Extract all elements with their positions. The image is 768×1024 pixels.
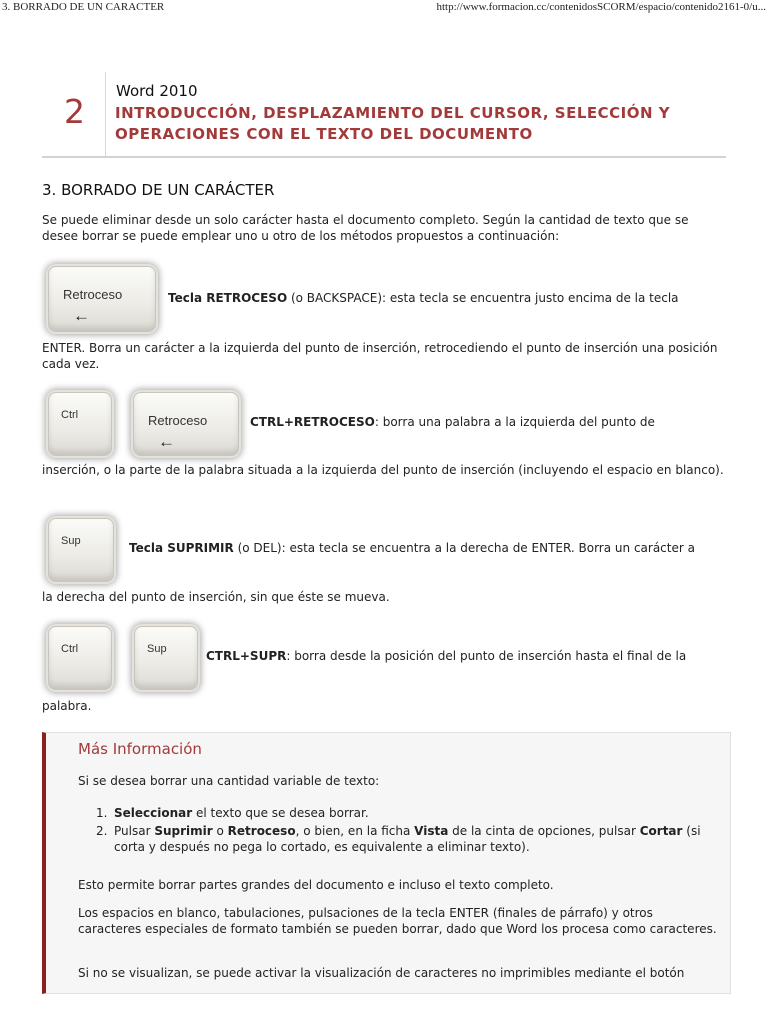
left-arrow-icon-2: ← bbox=[158, 432, 175, 451]
item-1-bold: Tecla RETROCESO bbox=[168, 291, 288, 305]
more-info-paragraph-3: Si no se visualizan, se puede activar la visualización de caracteres no imprimibles mediante el botón bbox=[78, 966, 685, 980]
item-2-bold: CTRL+RETROCESO bbox=[250, 415, 375, 429]
list-text: , o bien, en la ficha bbox=[295, 824, 415, 838]
item-1-first-line bbox=[168, 290, 728, 306]
ctrl-key-image-2 bbox=[48, 626, 112, 690]
sup-key-image bbox=[48, 518, 114, 582]
item-2-line1: : borra una palabra a la izquierda del punto de bbox=[374, 415, 655, 429]
list-number: 1. bbox=[96, 806, 108, 820]
more-info-paragraph-1: Esto permite borrar partes grandes del documento e incluso el texto completo. bbox=[78, 878, 554, 892]
item-4-bold: CTRL+SUPR bbox=[206, 649, 287, 663]
print-header-url: http://www.formacion.cc/contenidosSCORM/espacio/contenido2161-0/u... bbox=[436, 1, 766, 13]
item-2-first-line bbox=[250, 414, 728, 430]
more-info-list bbox=[96, 805, 716, 857]
list-number: 2. bbox=[96, 824, 108, 838]
item-3-continuation: la derecha del punto de inserción, sin que éste se mueva. bbox=[42, 590, 390, 604]
more-info-list-item bbox=[96, 805, 716, 821]
ctrl-key-label-2: Ctrl bbox=[61, 643, 79, 655]
list-bold: Suprimir bbox=[154, 824, 213, 838]
ctrl-key-label: Ctrl bbox=[61, 409, 79, 421]
print-header bbox=[0, 0, 768, 18]
list-text: el texto que se desea borrar. bbox=[192, 806, 369, 820]
chapter-title-line1: INTRODUCCIÓN, DESPLAZAMIENTO DEL CURSOR, SELECCIÓN Y bbox=[115, 104, 671, 122]
section-title: 3. BORRADO DE UN CARÁCTER bbox=[42, 181, 275, 199]
retroceso-key-label: Retroceso bbox=[63, 287, 123, 302]
sup-key-image-2 bbox=[134, 626, 198, 690]
retroceso-key-image-2 bbox=[133, 392, 239, 456]
left-arrow-icon: ← bbox=[73, 306, 90, 325]
list-bold: Cortar bbox=[639, 824, 683, 838]
chapter-title bbox=[115, 103, 725, 145]
list-text: Pulsar bbox=[114, 824, 155, 838]
intro-paragraph: Se puede eliminar desde un solo carácter hasta el documento completo. Según la cantidad de texto que se desee borrar se puede emplear uno u otro de los métodos propuestos a continuación: bbox=[42, 213, 689, 243]
list-bold: Vista bbox=[414, 824, 449, 838]
list-text: de la cinta de opciones, pulsar bbox=[448, 824, 640, 838]
item-3-first-line bbox=[129, 540, 729, 556]
header-separator bbox=[42, 156, 726, 158]
chapter-number: 2 bbox=[64, 92, 85, 131]
item-1-line1: (o BACKSPACE): esta tecla se encuentra justo encima de la tecla bbox=[287, 291, 679, 305]
sup-key-label: Sup bbox=[61, 535, 81, 547]
more-info-title: Más Información bbox=[78, 740, 202, 758]
more-info-list-item bbox=[96, 823, 716, 855]
list-text: (si corta y después no pega lo cortado, es equivalente a eliminar texto). bbox=[114, 824, 701, 854]
item-4-continuation: palabra. bbox=[42, 699, 92, 713]
chapter-divider bbox=[105, 72, 106, 156]
list-bold: Retroceso bbox=[227, 824, 296, 838]
more-info-lead: Si se desea borrar una cantidad variable de texto: bbox=[78, 774, 380, 788]
chapter-product: Word 2010 bbox=[116, 82, 198, 100]
item-1-continuation: ENTER. Borra un carácter a la izquierda del punto de inserción, retrocediendo el punto de inserción una posición cada vez. bbox=[42, 341, 718, 371]
ctrl-key-image bbox=[48, 392, 112, 456]
list-text: o bbox=[212, 824, 228, 838]
item-3-bold: Tecla SUPRIMIR bbox=[129, 541, 234, 555]
retroceso-key-label-2: Retroceso bbox=[148, 413, 208, 428]
sup-key-label-2: Sup bbox=[147, 643, 167, 655]
list-bold: Seleccionar bbox=[114, 806, 193, 820]
more-info-paragraph-2: Los espacios en blanco, tabulaciones, pulsaciones de la tecla ENTER (finales de párrafo) y otros caracteres especiales de formato también se pueden borrar, dado que Word los procesa como caracteres. bbox=[78, 906, 717, 936]
item-3-line1: (o DEL): esta tecla se encuentra a la derecha de ENTER. Borra un carácter a bbox=[233, 541, 695, 555]
item-4-first-line bbox=[206, 648, 728, 664]
print-header-title: 3. BORRADO DE UN CARACTER bbox=[2, 1, 165, 13]
item-4-line1: : borra desde la posición del punto de inserción hasta el final de la bbox=[286, 649, 687, 663]
retroceso-key-image bbox=[48, 266, 156, 332]
chapter-title-line2: OPERACIONES CON EL TEXTO DEL DOCUMENTO bbox=[115, 125, 533, 143]
more-info-box bbox=[42, 732, 731, 994]
item-2-continuation: inserción, o la parte de la palabra situada a la izquierda del punto de inserción (incluyendo el espacio en blanco). bbox=[42, 463, 724, 477]
